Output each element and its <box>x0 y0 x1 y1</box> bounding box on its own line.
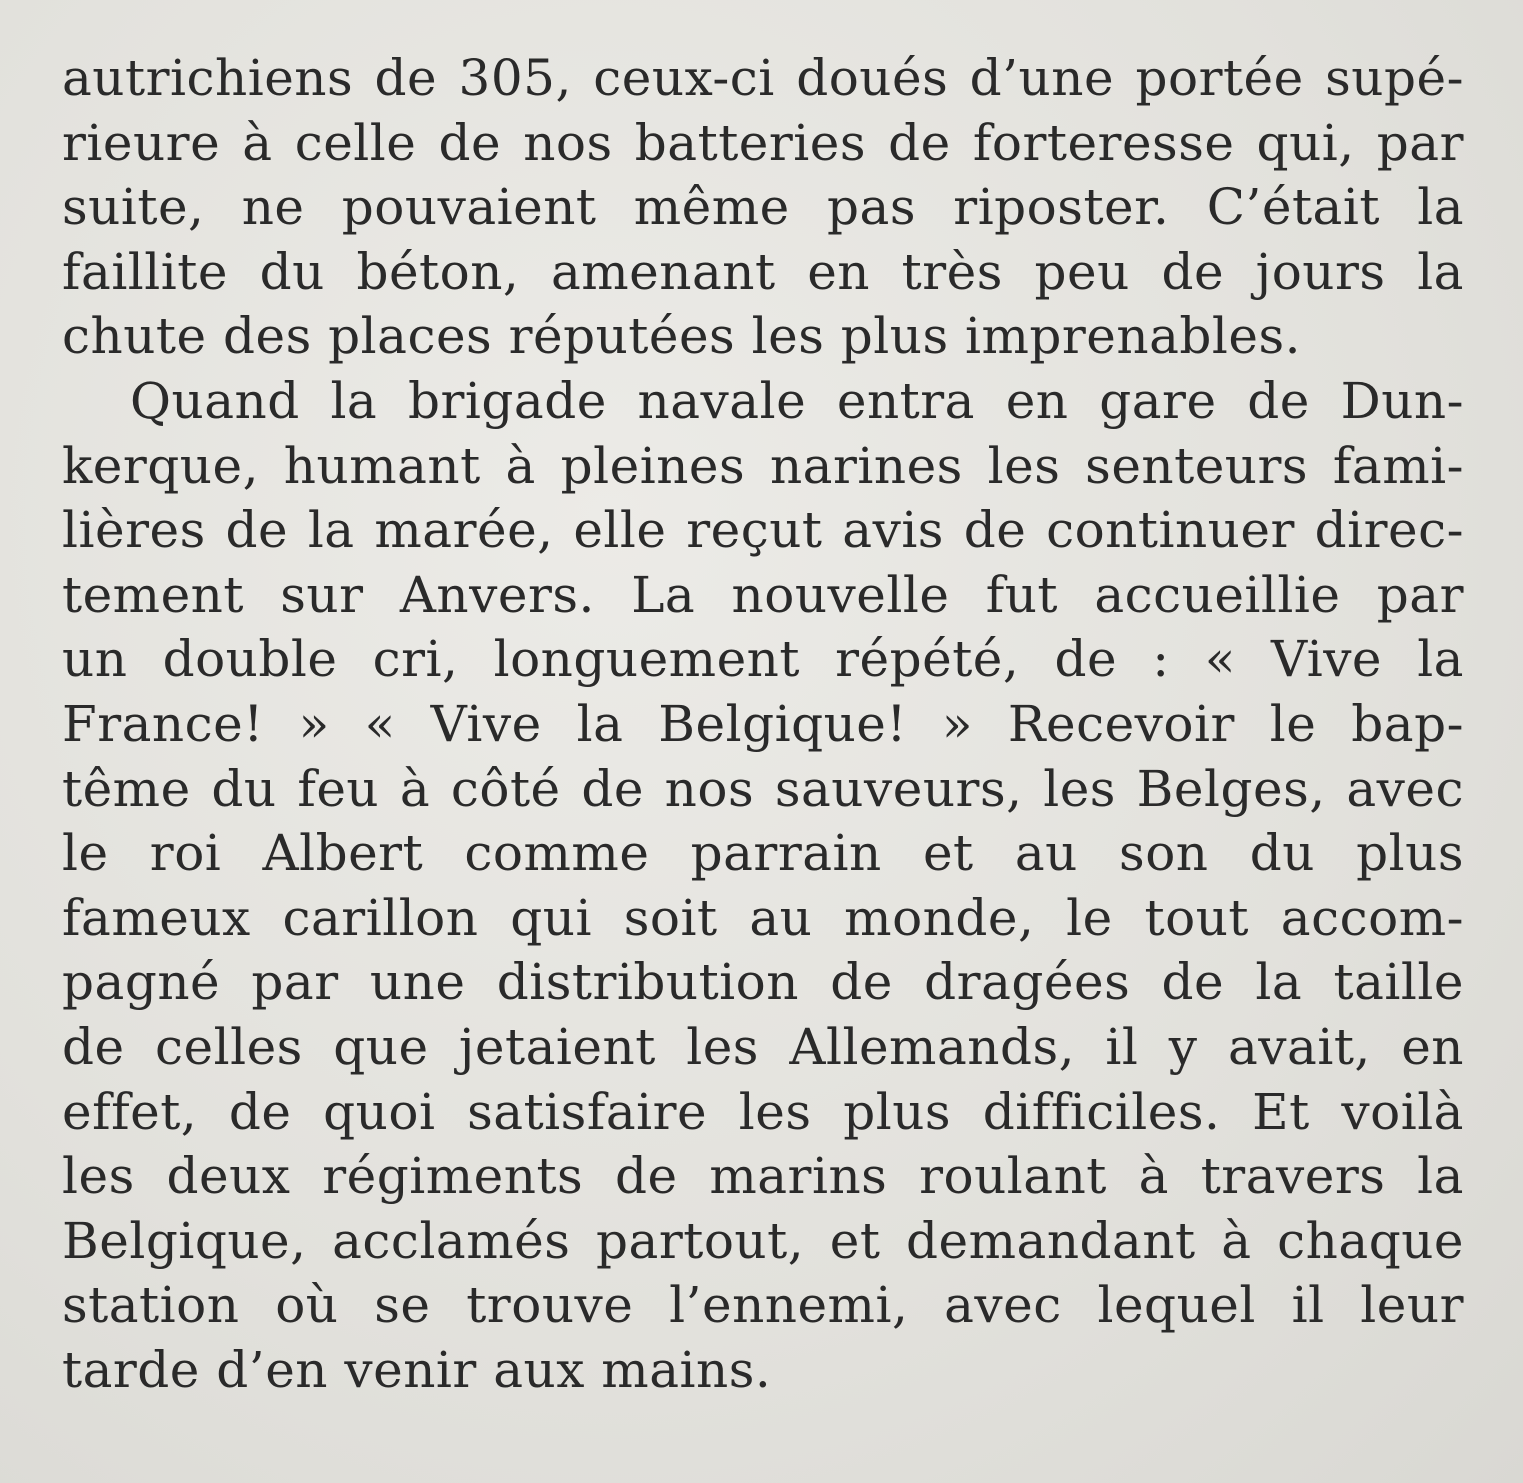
text-line: autrichiens de 305, ceux-ci doués d’une portée supé- <box>62 49 1464 107</box>
text-line: station où se trouve l’ennemi, avec lequel il leur <box>62 1276 1464 1335</box>
text-line: de celles que jetaient les Allemands, il y avait, en <box>62 1017 1464 1076</box>
text-line: tême du feu à côté de nos sauveurs, les Belges, avec <box>62 759 1464 818</box>
body-text <box>62 46 1464 1402</box>
text-line: Quand la brigade navale entra en gare de Dun- <box>130 371 1464 430</box>
text-line: faillite du béton, amenant en très peu de jours la <box>62 242 1464 301</box>
text-line: Belgique, acclamés partout, et demandant à chaque <box>62 1211 1464 1270</box>
text-line: chute des places réputées les plus imprenables. <box>62 307 1302 366</box>
text-line: les deux régiments de marins roulant à travers la <box>62 1147 1464 1206</box>
text-line: effet, de quoi satisfaire les plus difficiles. Et voilà <box>62 1082 1464 1141</box>
text-line: pagné par une distribution de dragées de la taille <box>62 953 1464 1012</box>
text-line: kerque, humant à pleines narines les senteurs fami- <box>62 436 1464 495</box>
text-line: France! » « Vive la Belgique! » Recevoir le bap- <box>62 694 1464 753</box>
text-line: suite, ne pouvaient même pas riposter. C’était la <box>62 178 1464 237</box>
text-line: rieure à celle de nos batteries de forteresse qui, par <box>62 113 1464 172</box>
text-line: tement sur Anvers. La nouvelle fut accueillie par <box>62 565 1464 624</box>
text-line: lières de la marée, elle reçut avis de continuer direc- <box>62 501 1464 560</box>
text-line: le roi Albert comme parrain et au son du plus <box>62 824 1464 883</box>
text-line: tarde d’en venir aux mains. <box>62 1340 772 1399</box>
text-line: un double cri, longuement répété, de : « Vive la <box>62 630 1464 689</box>
text-line: fameux carillon qui soit au monde, le tout accom- <box>62 888 1464 947</box>
